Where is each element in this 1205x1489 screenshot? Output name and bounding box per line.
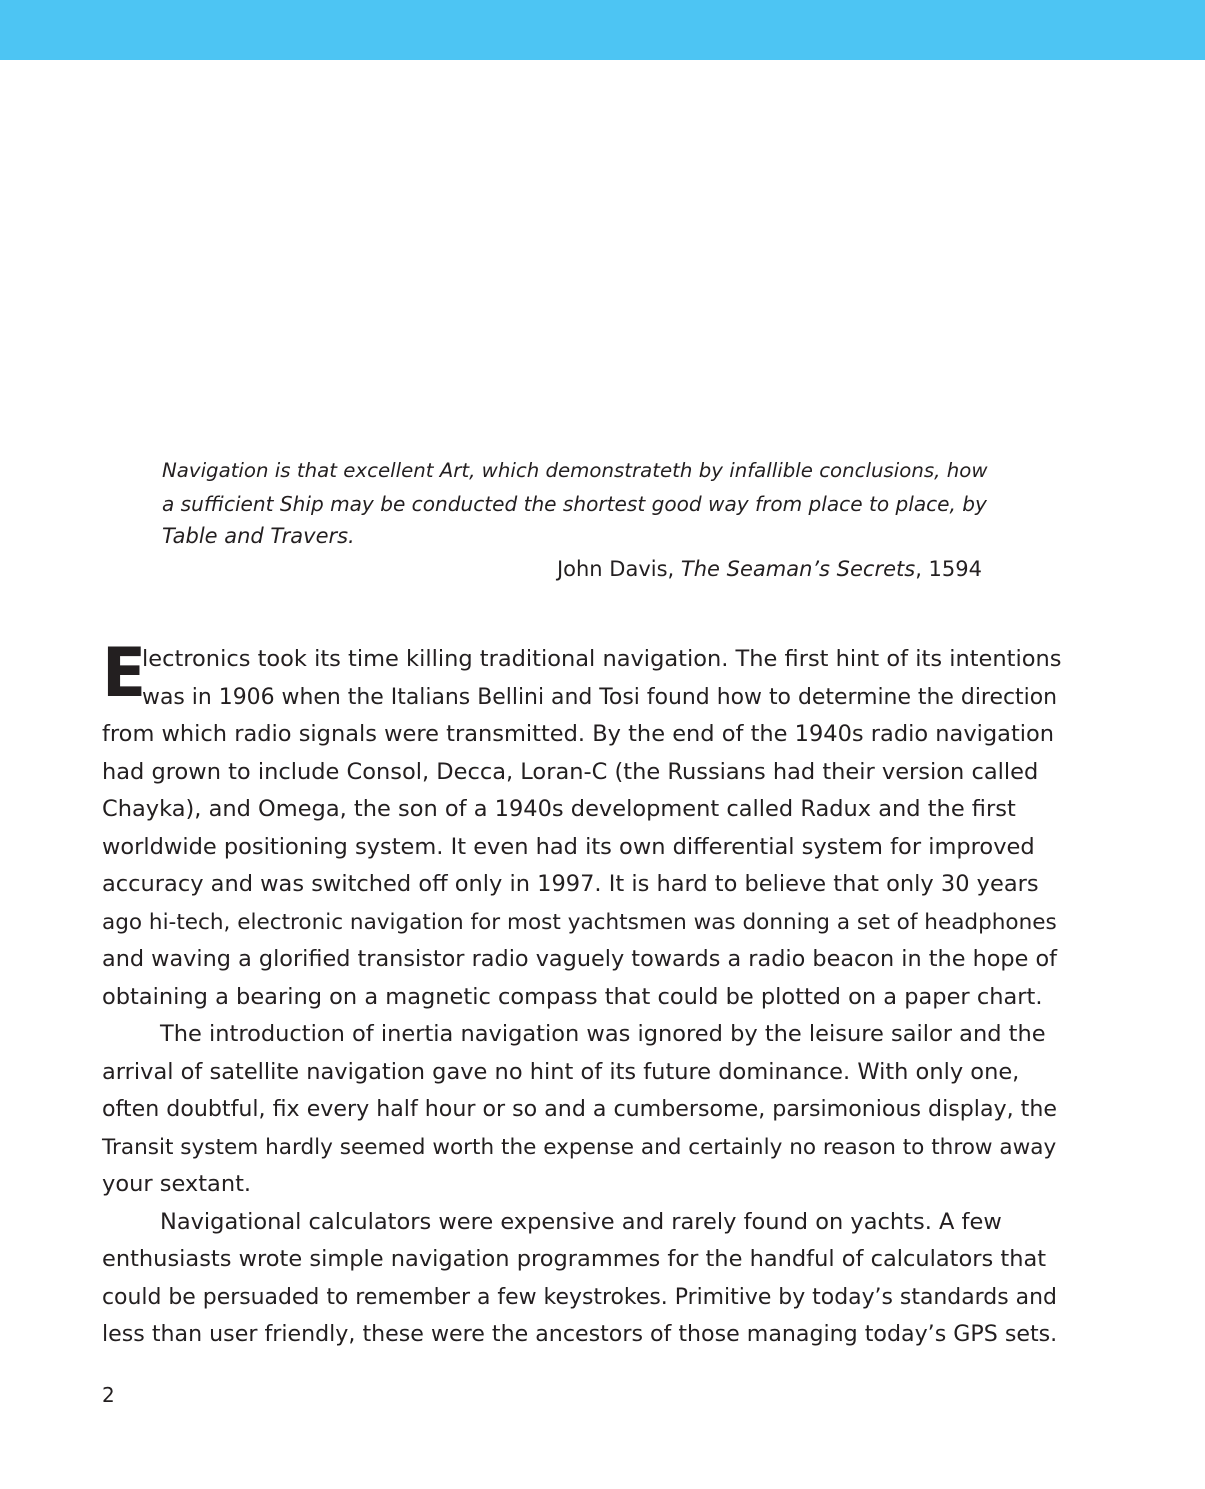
text-line: worldwide positioning system. It even had its own differential system for improved (102, 833, 1035, 860)
text-line: your sextant. (102, 1171, 252, 1197)
drop-cap: E (102, 634, 147, 713)
paragraph-2 (102, 1016, 1062, 1204)
paragraph-3 (102, 1204, 1062, 1354)
text-line: from which radio signals were transmitted. By the end of the 1940s radio navigation (102, 721, 1055, 747)
text-line: often doubtful, fix every half hour or so and a cumbersome, parsimonious display, the (102, 1096, 1057, 1122)
text-line: could be persuaded to remember a few keystrokes. Primitive by today’s standards and (102, 1284, 1057, 1310)
text-line: Navigational calculators were expensive and rarely found on yachts. A few (160, 1208, 1002, 1235)
text-line: The introduction of inertia navigation was ignored by the leisure sailor and the (160, 1021, 1046, 1047)
epigraph (162, 455, 992, 585)
page-number: 2 (102, 1383, 115, 1407)
text-line: Transit system hardly seemed worth the expense and certainly no reason to throw away (102, 1134, 1057, 1160)
epigraph-line: Navigation is that excellent Art, which demonstrateth by infallible conclusions, how (162, 459, 988, 482)
text-line: accuracy and was switched off only in 1997. It is hard to believe that only 30 years (102, 871, 1039, 897)
body-text (102, 634, 1062, 1354)
text-line: enthusiasts wrote simple navigation programmes for the handful of calculators that (102, 1246, 1047, 1272)
text-line: obtaining a bearing on a magnetic compass that could be plotted on a paper chart. (102, 983, 1043, 1010)
text-line: lectronics took its time killing traditional navigation. The first hint of its intentions (142, 646, 1062, 672)
epigraph-line: Table and Travers. (162, 524, 355, 548)
attribution-title: The Seaman’s Secrets (680, 556, 916, 581)
text-line: ago hi-tech, electronic navigation for most yachtsmen was donning a set of headphones (102, 909, 1057, 935)
text-line: and waving a glorified transistor radio vaguely towards a radio beacon in the hope of (102, 946, 1058, 972)
text-line: arrival of satellite navigation gave no hint of its future dominance. With only one, (102, 1058, 1020, 1085)
text-line: had grown to include Consol, Decca, Loran-C (the Russians had their version called (102, 758, 1039, 785)
paragraph-1 (102, 634, 1062, 1016)
text-line: less than user friendly, these were the ancestors of those managing today’s GPS sets. (102, 1321, 1058, 1347)
text-line: was in 1906 when the Italians Bellini and Tosi found how to determine the direction (142, 684, 1058, 710)
attribution-year: , 1594 (915, 556, 982, 581)
header-color-band (0, 0, 1205, 60)
text-line: Chayka), and Omega, the son of a 1940s development called Radux and the first (102, 796, 1016, 822)
epigraph-attribution (162, 553, 992, 586)
epigraph-line: a sufficient Ship may be conducted the shortest good way from place to place, by (162, 491, 987, 516)
attribution-author: John Davis, (556, 556, 681, 581)
